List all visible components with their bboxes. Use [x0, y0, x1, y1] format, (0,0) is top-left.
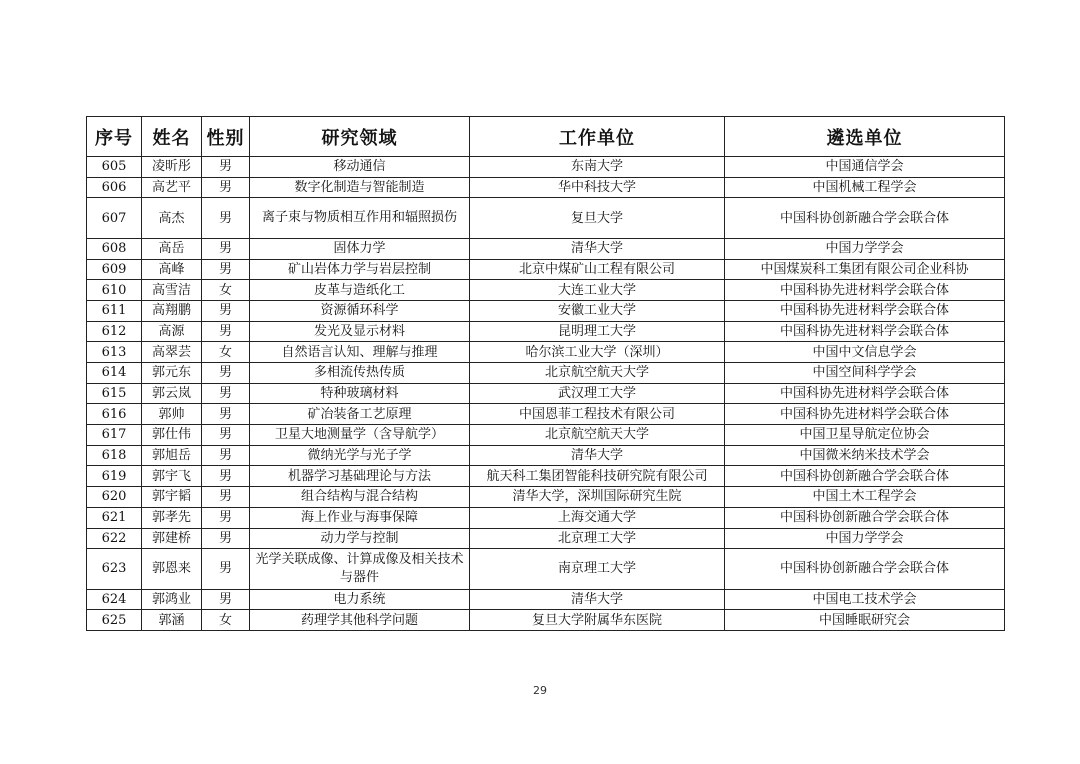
cell-gender: 男: [202, 157, 250, 178]
header-work-unit: 工作单位: [470, 117, 725, 157]
cell-gender: 女: [202, 610, 250, 631]
cell-research-field: 离子束与物质相互作用和辐照损伤: [250, 198, 470, 239]
cell-gender: 男: [202, 549, 250, 590]
table-row: [87, 507, 1005, 528]
cell-work-unit: 北京航空航天大学: [470, 363, 725, 384]
cell-research-field: 光学关联成像、计算成像及相关技术与器件: [250, 549, 470, 590]
cell-research-field: 矿冶装备工艺原理: [250, 404, 470, 425]
cell-research-field: 移动通信: [250, 157, 470, 178]
cell-gender: 女: [202, 280, 250, 301]
cell-gender: 男: [202, 528, 250, 549]
table-row: [87, 363, 1005, 384]
cell-selection-unit: 中国煤炭科工集团有限公司企业科协: [725, 259, 1005, 280]
cell-research-field: 卫星大地测量学（含导航学）: [250, 425, 470, 446]
cell-selection-unit: 中国力学学会: [725, 238, 1005, 259]
cell-selection-unit: 中国科协先进材料学会联合体: [725, 280, 1005, 301]
cell-gender: 男: [202, 259, 250, 280]
cell-name: 高翠芸: [142, 342, 202, 363]
cell-research-field: 机器学习基础理论与方法: [250, 466, 470, 487]
cell-gender: 男: [202, 507, 250, 528]
cell-work-unit: 清华大学: [470, 238, 725, 259]
cell-index: 613: [87, 342, 142, 363]
cell-research-field: 组合结构与混合结构: [250, 487, 470, 508]
cell-name: 高源: [142, 321, 202, 342]
cell-work-unit: 南京理工大学: [470, 549, 725, 590]
cell-index: 623: [87, 549, 142, 590]
cell-index: 614: [87, 363, 142, 384]
cell-selection-unit: 中国睡眠研究会: [725, 610, 1005, 631]
cell-work-unit: 北京理工大学: [470, 528, 725, 549]
cell-name: 高翔鹏: [142, 300, 202, 321]
cell-selection-unit: 中国土木工程学会: [725, 487, 1005, 508]
cell-work-unit: 复旦大学附属华东医院: [470, 610, 725, 631]
header-name: 姓名: [142, 117, 202, 157]
cell-gender: 男: [202, 425, 250, 446]
cell-work-unit: 清华大学: [470, 445, 725, 466]
cell-name: 高雪洁: [142, 280, 202, 301]
table-row: [87, 342, 1005, 363]
table-row: [87, 425, 1005, 446]
cell-gender: 男: [202, 589, 250, 610]
cell-research-field: 特种玻璃材料: [250, 383, 470, 404]
table-body: [87, 157, 1005, 631]
cell-selection-unit: 中国机械工程学会: [725, 177, 1005, 198]
cell-research-field: 自然语言认知、理解与推理: [250, 342, 470, 363]
cell-name: 郭元东: [142, 363, 202, 384]
cell-name: 郭建桥: [142, 528, 202, 549]
roster-table: [86, 116, 1005, 631]
cell-name: 郭宇飞: [142, 466, 202, 487]
table-row: [87, 487, 1005, 508]
header-research-field: 研究领域: [250, 117, 470, 157]
cell-work-unit: 大连工业大学: [470, 280, 725, 301]
cell-index: 615: [87, 383, 142, 404]
cell-selection-unit: 中国卫星导航定位协会: [725, 425, 1005, 446]
cell-selection-unit: 中国科协创新融合学会联合体: [725, 507, 1005, 528]
cell-index: 607: [87, 198, 142, 239]
cell-name: 郭仕伟: [142, 425, 202, 446]
cell-work-unit: 清华大学: [470, 589, 725, 610]
cell-gender: 男: [202, 383, 250, 404]
cell-selection-unit: 中国科协先进材料学会联合体: [725, 383, 1005, 404]
cell-index: 618: [87, 445, 142, 466]
page-number: 29: [533, 684, 547, 697]
cell-selection-unit: 中国科协创新融合学会联合体: [725, 549, 1005, 590]
cell-gender: 男: [202, 404, 250, 425]
table-row: [87, 404, 1005, 425]
cell-research-field: 多相流传热传质: [250, 363, 470, 384]
table-row: [87, 238, 1005, 259]
cell-research-field: 电力系统: [250, 589, 470, 610]
cell-index: 605: [87, 157, 142, 178]
cell-work-unit: 上海交通大学: [470, 507, 725, 528]
header-index: 序号: [87, 117, 142, 157]
cell-research-field: 微纳光学与光子学: [250, 445, 470, 466]
cell-name: 高艺平: [142, 177, 202, 198]
cell-work-unit: 中国恩菲工程技术有限公司: [470, 404, 725, 425]
cell-index: 620: [87, 487, 142, 508]
cell-name: 郭鸿业: [142, 589, 202, 610]
cell-name: 郭涵: [142, 610, 202, 631]
cell-index: 611: [87, 300, 142, 321]
cell-selection-unit: 中国科协先进材料学会联合体: [725, 404, 1005, 425]
table-row: [87, 589, 1005, 610]
cell-gender: 男: [202, 363, 250, 384]
cell-name: 郭帅: [142, 404, 202, 425]
cell-gender: 女: [202, 342, 250, 363]
cell-selection-unit: 中国中文信息学会: [725, 342, 1005, 363]
cell-index: 610: [87, 280, 142, 301]
cell-name: 凌昕彤: [142, 157, 202, 178]
cell-gender: 男: [202, 321, 250, 342]
cell-gender: 男: [202, 238, 250, 259]
cell-gender: 男: [202, 445, 250, 466]
cell-name: 郭孝先: [142, 507, 202, 528]
cell-gender: 男: [202, 198, 250, 239]
cell-work-unit: 北京中煤矿山工程有限公司: [470, 259, 725, 280]
table-row: [87, 157, 1005, 178]
table-row: [87, 610, 1005, 631]
cell-work-unit: 哈尔滨工业大学（深圳）: [470, 342, 725, 363]
cell-work-unit: 清华大学，深圳国际研究生院: [470, 487, 725, 508]
cell-gender: 男: [202, 466, 250, 487]
header-selection-unit: 遴选单位: [725, 117, 1005, 157]
cell-selection-unit: 中国科协创新融合学会联合体: [725, 198, 1005, 239]
cell-gender: 男: [202, 177, 250, 198]
cell-research-field: 资源循环科学: [250, 300, 470, 321]
cell-work-unit: 安徽工业大学: [470, 300, 725, 321]
cell-index: 624: [87, 589, 142, 610]
cell-gender: 男: [202, 487, 250, 508]
cell-research-field: 发光及显示材料: [250, 321, 470, 342]
cell-work-unit: 复旦大学: [470, 198, 725, 239]
table-row: [87, 198, 1005, 239]
table-row: [87, 445, 1005, 466]
cell-research-field: 数字化制造与智能制造: [250, 177, 470, 198]
cell-name: 高杰: [142, 198, 202, 239]
cell-work-unit: 东南大学: [470, 157, 725, 178]
cell-selection-unit: 中国力学学会: [725, 528, 1005, 549]
cell-selection-unit: 中国空间科学学会: [725, 363, 1005, 384]
cell-selection-unit: 中国科协先进材料学会联合体: [725, 321, 1005, 342]
cell-index: 608: [87, 238, 142, 259]
cell-selection-unit: 中国科协创新融合学会联合体: [725, 466, 1005, 487]
cell-name: 高岳: [142, 238, 202, 259]
cell-name: 郭云岚: [142, 383, 202, 404]
cell-research-field: 皮革与造纸化工: [250, 280, 470, 301]
cell-name: 郭宇韬: [142, 487, 202, 508]
cell-research-field: 固体力学: [250, 238, 470, 259]
cell-work-unit: 北京航空航天大学: [470, 425, 725, 446]
cell-name: 郭恩来: [142, 549, 202, 590]
cell-name: 郭旭岳: [142, 445, 202, 466]
cell-name: 高峰: [142, 259, 202, 280]
cell-research-field: 矿山岩体力学与岩层控制: [250, 259, 470, 280]
cell-index: 619: [87, 466, 142, 487]
header-gender: 性别: [202, 117, 250, 157]
cell-index: 612: [87, 321, 142, 342]
table-row: [87, 383, 1005, 404]
table-row: [87, 300, 1005, 321]
table-row: [87, 528, 1005, 549]
cell-index: 616: [87, 404, 142, 425]
cell-work-unit: 航天科工集团智能科技研究院有限公司: [470, 466, 725, 487]
cell-research-field: 药理学其他科学问题: [250, 610, 470, 631]
table-row: [87, 177, 1005, 198]
cell-work-unit: 昆明理工大学: [470, 321, 725, 342]
table-row: [87, 466, 1005, 487]
table-row: [87, 259, 1005, 280]
cell-selection-unit: 中国通信学会: [725, 157, 1005, 178]
cell-index: 622: [87, 528, 142, 549]
cell-index: 625: [87, 610, 142, 631]
cell-research-field: 海上作业与海事保障: [250, 507, 470, 528]
cell-selection-unit: 中国电工技术学会: [725, 589, 1005, 610]
cell-selection-unit: 中国科协先进材料学会联合体: [725, 300, 1005, 321]
table-header-row: [87, 117, 1005, 157]
cell-index: 621: [87, 507, 142, 528]
table-row: [87, 280, 1005, 301]
cell-index: 609: [87, 259, 142, 280]
cell-work-unit: 华中科技大学: [470, 177, 725, 198]
cell-selection-unit: 中国微米纳米技术学会: [725, 445, 1005, 466]
table-row: [87, 549, 1005, 590]
cell-index: 617: [87, 425, 142, 446]
cell-index: 606: [87, 177, 142, 198]
cell-work-unit: 武汉理工大学: [470, 383, 725, 404]
cell-gender: 男: [202, 300, 250, 321]
cell-research-field: 动力学与控制: [250, 528, 470, 549]
table-row: [87, 321, 1005, 342]
